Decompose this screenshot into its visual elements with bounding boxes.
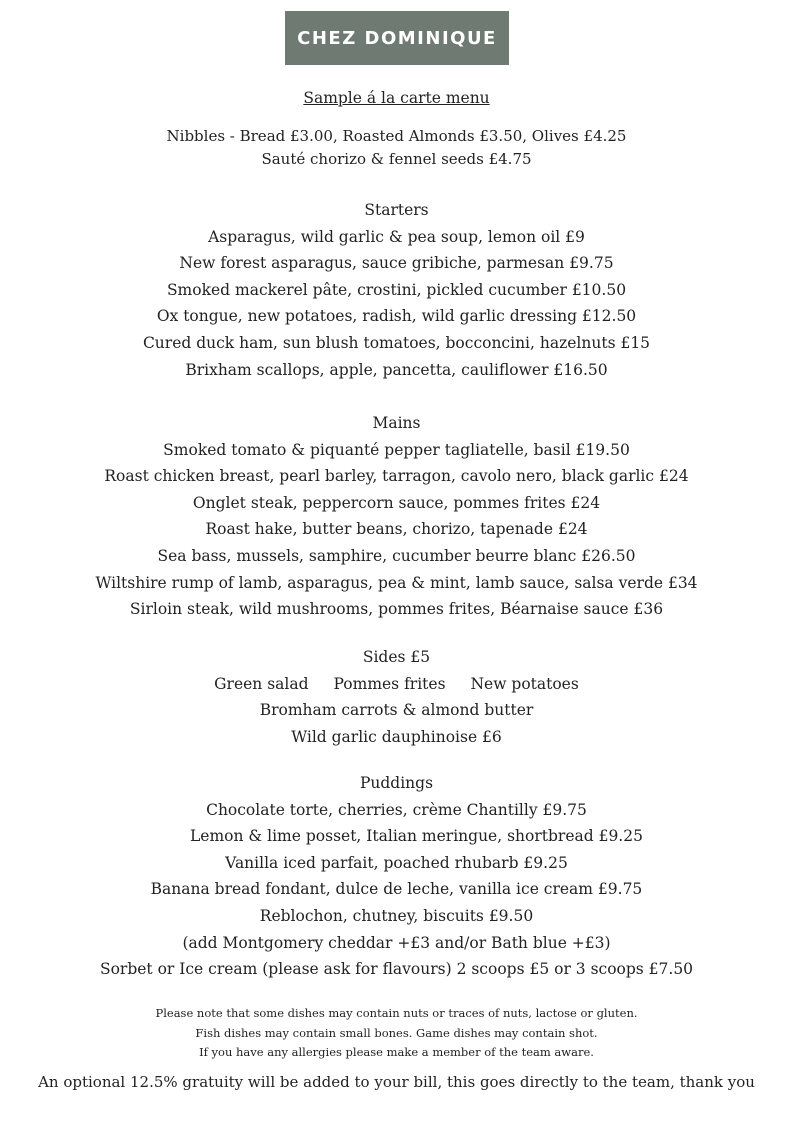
pudding-item: Banana bread fondant, dulce de leche, vanilla ice cream £9.75 <box>150 880 643 899</box>
starter-item: Asparagus, wild garlic & pea soup, lemon oil £9 <box>208 227 585 246</box>
nibbles-line: Nibbles - Bread £3.00, Roasted Almonds £3.50, Olives £4.25 <box>166 127 627 145</box>
main-item: Roast chicken breast, pearl barley, tarragon, cavolo nero, black garlic £24 <box>104 467 689 486</box>
main-item: Onglet steak, peppercorn sauce, pommes frites £24 <box>192 493 601 512</box>
allergy-note: Fish dishes may contain small bones. Game dishes may contain shot. <box>195 1025 598 1040</box>
puddings-heading: Puddings <box>359 774 434 792</box>
starters-section <box>0 197 793 383</box>
nibbles-section <box>0 125 793 171</box>
puddings-section <box>0 770 793 983</box>
starter-item: Brixham scallops, apple, pancetta, cauliflower £16.50 <box>185 360 608 379</box>
starters-heading: Starters <box>364 201 429 219</box>
pudding-item: Lemon & lime posset, Italian meringue, shortbread £9.25 <box>190 827 643 846</box>
side-item: Wild garlic dauphinoise £6 <box>291 727 502 746</box>
sides-heading: Sides £5 <box>362 648 431 666</box>
allergy-note: If you have any allergies please make a member of the team aware. <box>199 1045 594 1059</box>
menu-title: Sample á la carte menu <box>303 89 490 107</box>
pudding-item: (add Montgomery cheddar +£3 and/or Bath blue +£3) <box>182 933 611 952</box>
sides-row <box>0 671 793 698</box>
pudding-item: Sorbet or Ice cream (please ask for flavours) 2 scoops £5 or 3 scoops £7.50 <box>99 960 694 979</box>
side-item: New potatoes <box>470 674 579 693</box>
pudding-item: Vanilla iced parfait, poached rhubarb £9.25 <box>225 853 568 872</box>
restaurant-logo: CHEZ DOMINIQUE <box>285 11 509 65</box>
starter-item: Ox tongue, new potatoes, radish, wild garlic dressing £12.50 <box>156 307 637 326</box>
main-item: Smoked tomato & piquanté pepper tagliatelle, basil £19.50 <box>163 440 630 459</box>
main-item: Sea bass, mussels, samphire, cucumber beurre blanc £26.50 <box>157 546 636 565</box>
mains-section <box>0 410 793 623</box>
starter-item: Smoked mackerel pâte, crostini, pickled cucumber £10.50 <box>166 280 627 299</box>
pudding-item: Chocolate torte, cherries, crème Chantilly £9.75 <box>206 800 587 819</box>
mains-heading: Mains <box>372 414 421 432</box>
side-item: Pommes frites <box>333 674 446 693</box>
allergy-notes <box>0 1004 793 1063</box>
starter-item: Cured duck ham, sun blush tomatoes, bocconcini, hazelnuts £15 <box>142 333 651 352</box>
sides-section <box>0 644 793 750</box>
gratuity-note: An optional 12.5% gratuity will be added to your bill, this goes directly to the team, thank you <box>38 1073 755 1091</box>
starter-item: New forest asparagus, sauce gribiche, parmesan £9.75 <box>179 254 614 273</box>
main-item: Wiltshire rump of lamb, asparagus, pea & mint, lamb sauce, salsa verde £34 <box>95 573 698 592</box>
nibbles-line: Sauté chorizo & fennel seeds £4.75 <box>261 150 532 168</box>
pudding-item: Reblochon, chutney, biscuits £9.50 <box>259 906 534 925</box>
allergy-note: Please note that some dishes may contain nuts or traces of nuts, lactose or gluten. <box>155 1006 638 1020</box>
main-item: Roast hake, butter beans, chorizo, tapenade £24 <box>205 520 588 539</box>
side-item: Green salad <box>214 674 309 693</box>
main-item: Sirloin steak, wild mushrooms, pommes frites, Béarnaise sauce £36 <box>129 600 664 619</box>
side-item: Bromham carrots & almond butter <box>259 701 534 720</box>
